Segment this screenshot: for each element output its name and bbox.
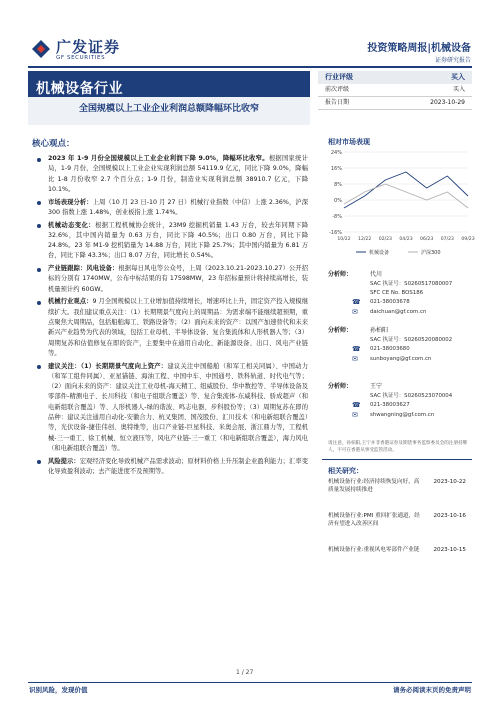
chart-title: 相对市场表现 bbox=[328, 138, 370, 146]
point-item: 风险提示：宏观经济变化导致机械产品需求波动；原材料价格上升压制企业盈利能力；汇率变化导致盈利波动；去产能进度不及预期等。 bbox=[36, 457, 308, 478]
related-item[interactable] bbox=[322, 546, 472, 580]
analyst-sac: SAC 执证号：S0260523070004 bbox=[370, 393, 453, 399]
x-tick-label: 04/23 bbox=[399, 237, 413, 242]
analyst-card bbox=[322, 380, 472, 436]
y-tick-label: 16% bbox=[330, 165, 342, 172]
analyst-sfc: SFC CE No. BOS186 bbox=[370, 290, 424, 296]
phone-icon: ☎ bbox=[352, 298, 361, 306]
series-hs300-line bbox=[344, 184, 468, 208]
x-tick-label: 10/22 bbox=[337, 237, 351, 242]
footer-disclaimer: 请务必阅读末页的免责声明 bbox=[393, 686, 471, 694]
analyst-sac: SAC 执证号：S0260517080007 bbox=[370, 281, 453, 287]
rating-box bbox=[318, 71, 472, 110]
y-tick-label: -16% bbox=[329, 229, 342, 236]
related-date: 2023-10-22 bbox=[433, 479, 466, 485]
analyst-list bbox=[322, 268, 472, 436]
legend-label: 机械设备 bbox=[369, 250, 390, 256]
related-text: 机械设备行业:重视风电零部件产业链 bbox=[328, 547, 420, 553]
page-number: 1 / 27 bbox=[236, 669, 254, 676]
related-date: 2023-10-16 bbox=[433, 513, 466, 519]
email-icon: ✉ bbox=[352, 308, 358, 316]
analyst-label: 分析师： bbox=[328, 327, 353, 334]
analyst-name: 孙柏阳 bbox=[370, 327, 389, 334]
x-tick-label: 09/23 bbox=[461, 237, 475, 242]
gf-logo-icon bbox=[30, 38, 52, 60]
phone-icon: ☎ bbox=[352, 401, 361, 409]
point-item: 2023 年 1-9 月份全国规模以上工业企业利润下降 9.0%，降幅环比收窄。根据国家统计局，1-9 月份，全国规模以上工业企业实现利润总额 54119.9 亿元，同比下降 9.0%，降幅比 1-8 月份收窄 2.7 个百分点；1-9 月份，制造业实现利润总额 38910.7 亿元，下降 10.1%。 bbox=[36, 154, 308, 195]
report-date-value: 2023-10-29 bbox=[430, 98, 465, 106]
analyst-label: 分析师： bbox=[328, 271, 353, 278]
email-icon: ✉ bbox=[352, 355, 358, 363]
industry-title: 机械设备行业 bbox=[36, 81, 123, 97]
point-item: 机械行业观点：9 月全国规模以上工业增加值持续增长，增速环比上升，固定资产投入规模继续扩大。我们建议重点关注：（1）长期期景气度向上的周期品：为需求端不能继续超预期，重点聚焦大周期品，包括船舶海工、铁路设备等；（2）面向未来的资产：以国产加速替代和未来新兴产业趋势为代表的领域，包括工业母机、半导体设备、复合集流体和人形机器人等；（3）周期复苏和估值修复在即的资产，主要集中在通用自动化、新能源设备、出口、风电产业链等。 bbox=[36, 297, 308, 359]
logo-en: GF SECURITIES bbox=[56, 55, 106, 61]
y-tick-label: 8% bbox=[334, 181, 342, 188]
report-type: 投资策略周报|机械设备 bbox=[367, 43, 471, 54]
prev-rating-label: 前次评级 bbox=[325, 85, 350, 93]
analyst-phone: 021-38003680 bbox=[370, 346, 410, 352]
analyst-email[interactable]: shwangning@gf.com.cn bbox=[370, 412, 435, 418]
point-item: 机械动态变化：根据工程机械协会统计，23M9 挖掘机销量 1.43 万台，较去年同期下降 32.6%，其中国内销量为 0.63 万台，同比下降 40.5%；出口 0.80 万台，同比下降 24.8%。23 年 M1-9 挖机销量为 14.88 万台，同比下降 25.7%；其中国内销量为 6.81 万台，同比下降 43.3%；出口 8.07 万台，同比增长 0.54%。 bbox=[36, 221, 308, 262]
analyst-email[interactable]: daichuan@gf.com.cn bbox=[370, 309, 427, 315]
series-machinery-line bbox=[344, 172, 468, 208]
prev-rating-value: 买入 bbox=[452, 85, 465, 93]
related-item[interactable] bbox=[322, 478, 472, 512]
relative-performance-chart bbox=[322, 146, 475, 262]
related-text: 机械设备行业:经济持续恢复向好，高质量发展持续推进 bbox=[328, 479, 420, 493]
prev-rating-row bbox=[318, 84, 472, 97]
analyst-card bbox=[322, 324, 472, 380]
analyst-card bbox=[322, 268, 472, 324]
x-tick-label: 07/23 bbox=[440, 237, 454, 242]
analyst-phone: 021-38003678 bbox=[370, 299, 410, 305]
point-item: 产业链跟踪：风电设备：根据每日风电等公众号，上周（2023.10.21-2023.10.27）公开招标的分别有 1740MW，公布中标结果的有 17598MW，23 年招标量预计将持续高增长，装机量预计约 60GW。 bbox=[36, 264, 308, 295]
related-list bbox=[322, 478, 472, 580]
analyst-phone: 021-38003627 bbox=[370, 402, 410, 408]
report-date-label: 报告日期 bbox=[325, 98, 350, 106]
point-item: 建议关注：（1）长期期景气度向上资产：建议关注中国船舶（和军工相关同属）、中国动力（和军工组件同属）、亚星锚链、海油工程、中国中车、中国通号、铁科轨道、时代电气等；（2）面向未来的资产：建议关注工业母机-海天精工、纽威股份、华中数控等、半导体设备及零部件-精测电子、长川科技（和电子组联合覆盖）等、复合集流体-东威科技、骄成超声（和电新组联合覆盖）等、人形机器人-绿的谐波、鸣志电器、步科股份等；（3）周期复苏在即的品种：建议关注通用自动化-安徽合力、杭叉集团、国茂股份、汇川技术（和电新组联合覆盖）等，光伏设备-捷佳伟创、奥特维等，出口产业链-巨星科技、米奥会展、浙江鼎力等，工程机械-三一重工、徐工机械、恒立液压等，风电产业链-三一重工（和电新组联合覆盖），海力风电（和电新组联合覆盖）等。 bbox=[36, 362, 308, 455]
related-divider bbox=[322, 459, 472, 460]
legend-label: 沪深300 bbox=[421, 250, 441, 256]
points-title: 核心观点： bbox=[32, 139, 75, 149]
x-tick-label: 06/23 bbox=[420, 237, 434, 242]
footer-slogan: 识别风险，发现价值 bbox=[29, 686, 88, 694]
analyst-sac: SAC 执证号：S0260520080002 bbox=[370, 337, 453, 343]
analyst-disclaimer: 请注意，孙柏阳,王宁并非香港证券及期货事务监察委员会的注册持牌人，不可在香港从事受监管活动。 bbox=[328, 441, 468, 453]
points-list bbox=[36, 154, 308, 480]
analyst-name: 王宁 bbox=[370, 383, 383, 390]
analyst-name: 代川 bbox=[370, 271, 383, 278]
phone-icon: ☎ bbox=[352, 345, 361, 353]
rating-value: 买入 bbox=[451, 73, 465, 82]
y-tick-label: -8% bbox=[332, 213, 342, 220]
header-divider bbox=[28, 66, 472, 68]
x-tick-label: 02/23 bbox=[378, 237, 392, 242]
related-title: 相关研究： bbox=[328, 467, 363, 475]
email-icon: ✉ bbox=[352, 411, 358, 419]
related-text: 机械设备行业:PMI 重回扩张通道，经济有望进入改善区间 bbox=[328, 513, 420, 527]
point-item: 市场表现分析：上周（10 月 23 日-10 月 27 日）机械行业指数（中信）上涨 2.36%，沪深 300 指数上涨 1.48%，创业板指上涨 1.74%。 bbox=[36, 198, 308, 219]
rating-header bbox=[318, 71, 472, 84]
report-subtitle: 证券研究报告 bbox=[434, 57, 471, 64]
logo-cn: 广发证券 bbox=[56, 38, 121, 56]
report-headline: 全国规模以上工业企业利润总额降幅环比收窄 bbox=[78, 104, 259, 114]
analyst-label: 分析师： bbox=[328, 383, 353, 390]
rating-label: 行业评级 bbox=[325, 73, 353, 82]
related-date: 2023-10-15 bbox=[433, 547, 466, 553]
analyst-email[interactable]: sunboyang@gf.com.cn bbox=[370, 356, 432, 362]
y-tick-label: 24% bbox=[330, 149, 342, 156]
report-date-row bbox=[318, 97, 472, 110]
related-item[interactable] bbox=[322, 512, 472, 546]
company-logo bbox=[30, 38, 140, 64]
y-tick-label: 0% bbox=[334, 197, 342, 204]
footer-divider bbox=[28, 682, 472, 683]
x-tick-label: 12/22 bbox=[358, 237, 372, 242]
